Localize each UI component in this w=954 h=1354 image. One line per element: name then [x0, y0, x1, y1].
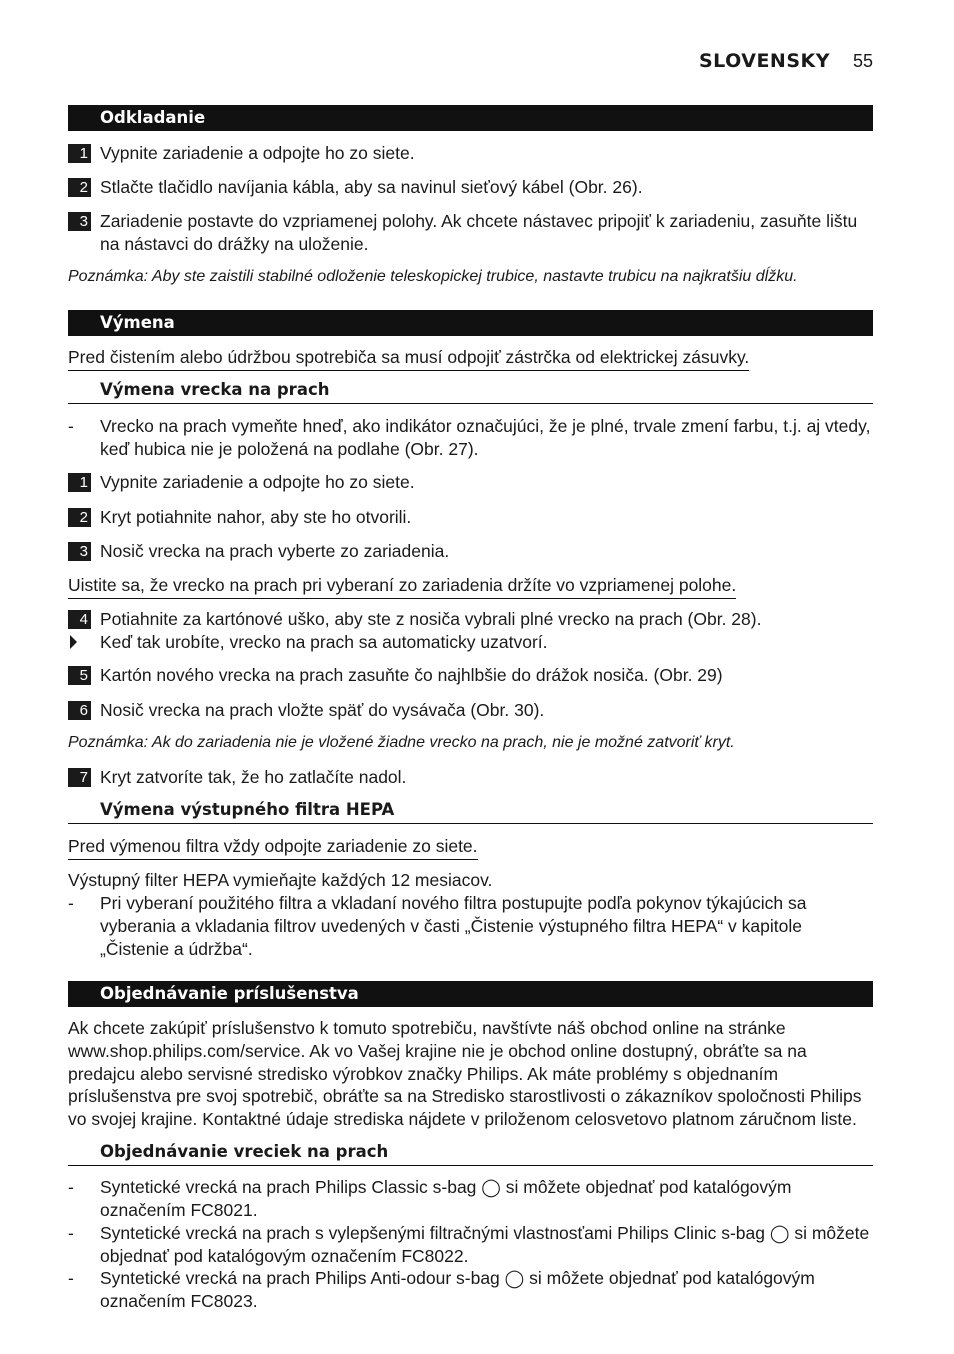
step-number: 1 [68, 473, 91, 492]
note-text: Poznámka: Aby ste zaistili stabilné odloženie teleskopickej trubice, nastavte trubicu na najkratšiu dĺžku. [68, 268, 798, 285]
warning-text: Pred výmenou filtra vždy odpojte zariadenie zo siete. [68, 835, 478, 860]
step-text: Vypnite zariadenie a odpojte ho zo siete. [100, 472, 415, 492]
step-number: 3 [68, 542, 91, 561]
list-item: Syntetické vrecká na prach Philips Anti-odour s-bag ◯ si môžete objednať pod katalógovým označením FC8023. [100, 1268, 815, 1311]
step-number: 6 [68, 701, 91, 720]
step-number: 3 [68, 212, 91, 231]
list-item: Vrecko na prach vymeňte hneď, ako indikátor označujúci, že je plné, trvale zmení farbu, t.j. aj vtedy, keď hubica nie je položená na podlahe (Obr. 27). [100, 416, 871, 459]
s-bag-icon: ◯ [769, 1223, 790, 1243]
s-bag-icon: ◯ [504, 1268, 525, 1288]
result-arrow-icon [70, 635, 77, 649]
step-number: 4 [68, 610, 91, 629]
dash-bullet: - [68, 1223, 74, 1243]
step-text: Potiahnite za kartónové uško, aby ste z nosiča vybrali plné vrecko na prach (Obr. 28). [100, 609, 762, 629]
step-text: Kryt zatvoríte tak, že ho zatlačíte nadol. [100, 767, 407, 787]
list-item: Pri vyberaní použitého filtra a vkladaní nového filtra postupujte podľa pokynov týkajúcich sa vyberania a vkladania filtrov uvedených v časti „Čistenie výstupného filtra HEPA“ v kapitole „Čistenie a údržba“. [100, 893, 807, 959]
result-text: Keď tak urobíte, vrecko na prach sa automaticky uzatvorí. [100, 632, 548, 652]
section-heading-vymena: Výmena [68, 310, 873, 336]
warning-text: Uistite sa, že vrecko na prach pri vyberaní zo zariadenia držíte vo vzpriamenej polohe. [68, 574, 736, 599]
step-number: 7 [68, 768, 91, 787]
list-item: Syntetické vrecká na prach s vylepšenými filtračnými vlastnosťami Philips Clinic s-bag ◯ si môžete objednať pod katalógovým označením FC8022. [100, 1223, 870, 1266]
dash-bullet: - [68, 1268, 74, 1288]
step-number: 2 [68, 508, 91, 527]
language-label: SLOVENSKY [698, 50, 830, 72]
subheading-ordering-bags: Objednávanie vreciek na prach [68, 1141, 873, 1166]
body-paragraph: Ak chcete zakúpiť príslušenstvo k tomuto spotrebiču, navštívte náš obchod online na stránke www.shop.philips.com/service. Ak vo Vašej krajine nie je obchod online dostupný, obráťte sa na predajcu alebo servisné stredisko výrobkov značky Philips. Ak máte problémy s objednaním príslušenstva pre svoj spotrebič, obráťte sa na Stredisko starostlivosti o zákazníkov spoločnosti Philips vo svojej krajine. Kontaktné údaje strediska nájdete v priloženom celosvetovo platnom záručnom liste. [68, 1018, 862, 1130]
dash-bullet: - [68, 1177, 74, 1197]
body-text: Výstupný filter HEPA vymieňajte každých 12 mesiacov. [68, 870, 493, 890]
step-text: Kartón nového vrecka na prach zasuňte čo najhlbšie do drážok nosiča. (Obr. 29) [100, 665, 723, 685]
step-number: 5 [68, 666, 91, 685]
section-heading-odkladanie: Odkladanie [68, 105, 873, 131]
step-text: Stlačte tlačidlo navíjania kábla, aby sa navinul sieťový kábel (Obr. 26). [100, 177, 643, 197]
step-text: Vypnite zariadenie a odpojte ho zo siete. [100, 143, 415, 163]
section-heading-objednavanie: Objednávanie príslušenstva [68, 981, 873, 1007]
subheading-hepa: Výmena výstupného filtra HEPA [68, 799, 873, 824]
dash-bullet: - [68, 893, 74, 913]
warning-text: Pred čistením alebo údržbou spotrebiča sa musí odpojiť zástrčka od elektrickej zásuvky. [68, 346, 749, 371]
list-item: Syntetické vrecká na prach Philips Classic s-bag ◯ si môžete objednať pod katalógovým označením FC8021. [100, 1177, 792, 1220]
step-text: Zariadenie postavte do vzpriamenej polohy. Ak chcete nástavec pripojiť k zariadeniu, zasuňte lištu na nástavci do drážky na uloženie. [100, 211, 858, 254]
step-number: 1 [68, 144, 91, 163]
subheading-bag: Výmena vrecka na prach [68, 379, 873, 404]
note-text: Poznámka: Ak do zariadenia nie je vložené žiadne vrecko na prach, nie je možné zatvoriť kryt. [68, 734, 735, 751]
s-bag-icon: ◯ [481, 1177, 501, 1197]
page-number: 55 [853, 51, 874, 71]
dash-bullet: - [68, 416, 74, 436]
step-number: 2 [68, 178, 91, 197]
step-text: Nosič vrecka na prach vložte späť do vysávača (Obr. 30). [100, 700, 545, 720]
step-text: Nosič vrecka na prach vyberte zo zariadenia. [100, 541, 450, 561]
step-text: Kryt potiahnite nahor, aby ste ho otvorili. [100, 507, 412, 527]
